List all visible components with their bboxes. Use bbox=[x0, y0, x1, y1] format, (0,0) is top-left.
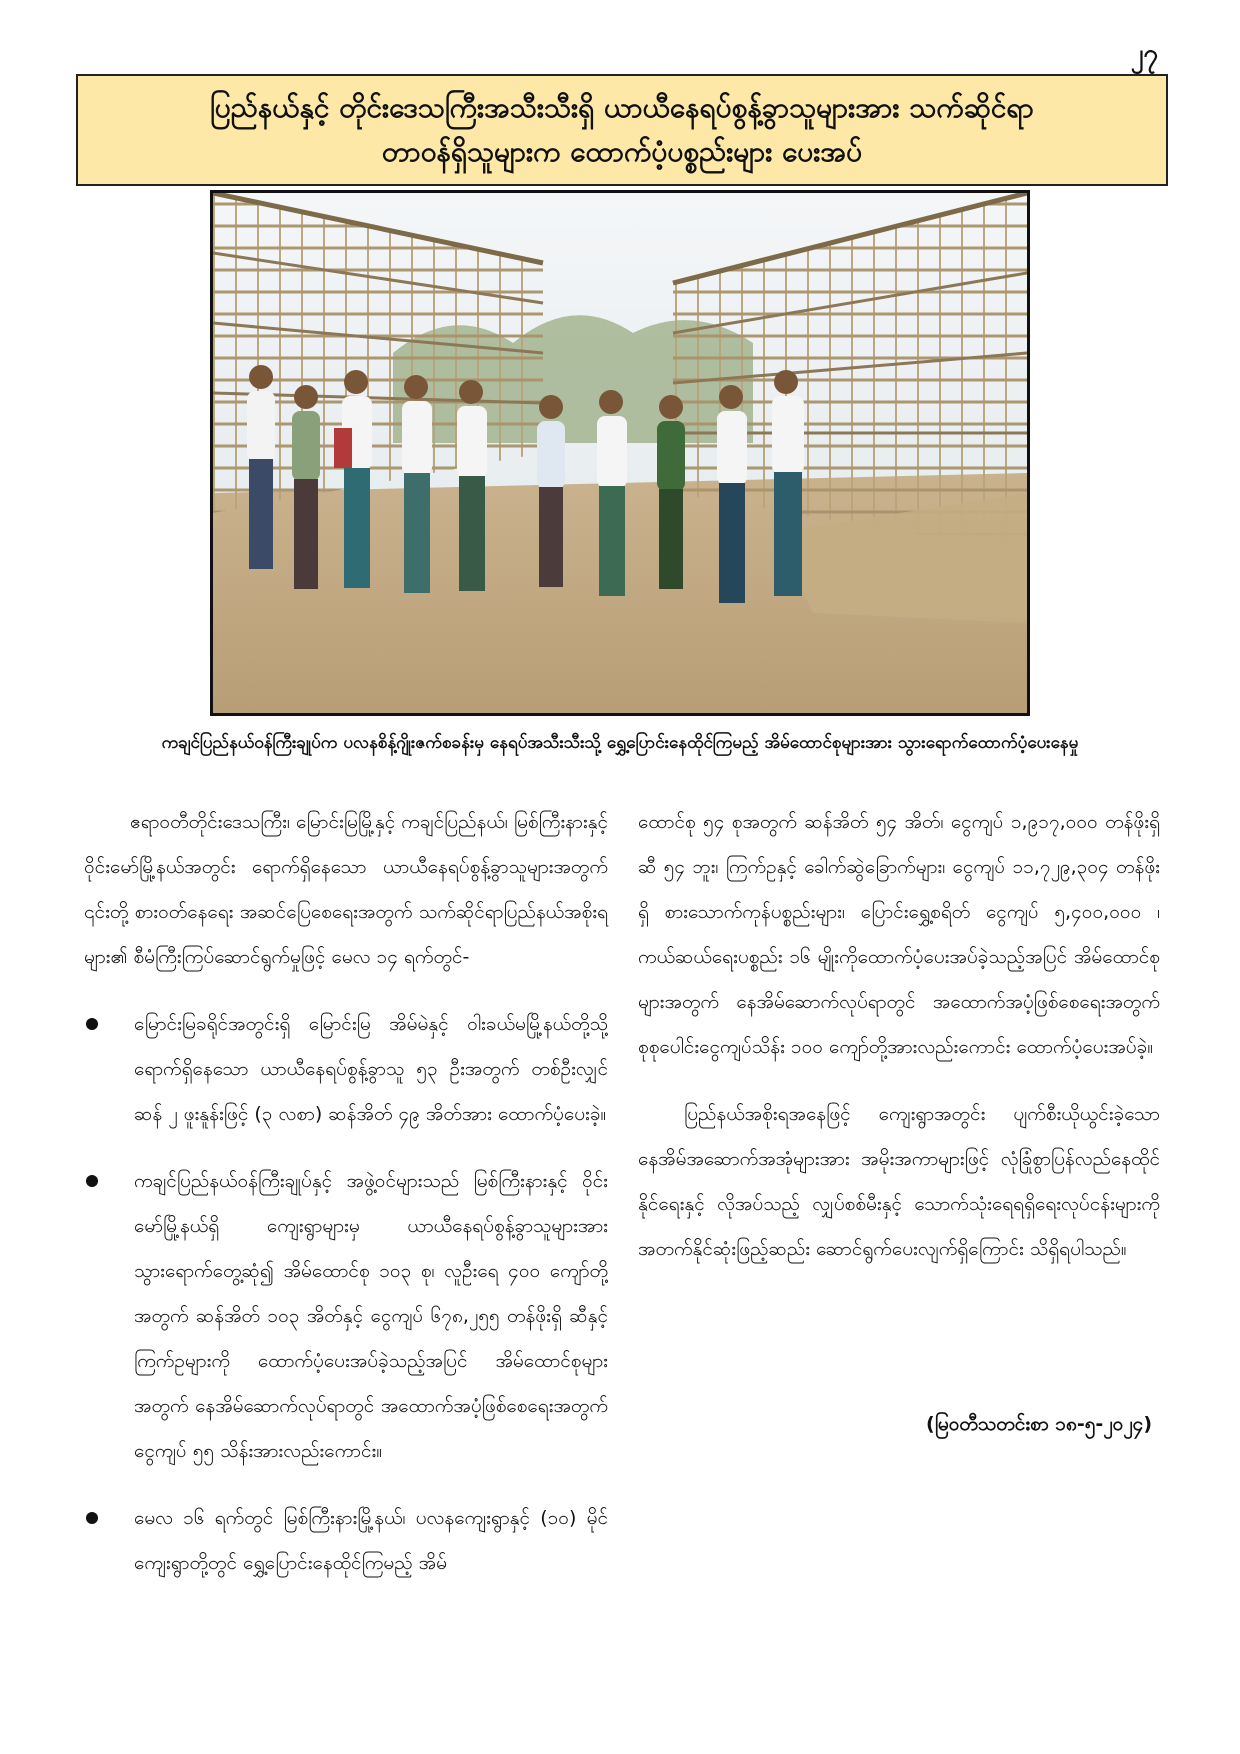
bullet-icon bbox=[86, 1175, 98, 1187]
continuation-paragraph: ထောင်စု ၅၄ စုအတွက် ဆန်အိတ် ၅၄ အိတ်၊ ငွေကျပ် ၁,၉၁၇,၀၀၀ တန်ဖိုးရှိ ဆီ ၅၄ ဘူး၊ ကြက်ဥနှင့် ခေါက်ဆွဲခြောက်များ၊ ငွေကျပ် ၁၁,၇၂၉,၃၀၄ တန်ဖိုးရှိ စားသောက်ကုန်ပစ္စည်းများ၊ ပြောင်းရွှေ့စရိတ် ငွေကျပ် ၅,၄၀၀,၀၀၀ ၊ ကယ်ဆယ်ရေးပစ္စည်း ၁၆ မျိုးကိုထောက်ပံ့ပေးအပ်ခဲ့သည့်အပြင် အိမ်ထောင်စုများအတွက် နေအိမ်ဆောက်လုပ်ရာတွင် အထောက်အပံ့ဖြစ်စေရေးအတွက် စုစုပေါင်းငွေကျပ်သိန်း ၁၀၀ ကျော်တို့အားလည်းကောင်း ထောက်ပံ့ပေးအပ်ခဲ့။ bbox=[638, 811, 1160, 1058]
article-column-right bbox=[638, 800, 1160, 1294]
bullet-text: မေလ ၁၆ ရက်တွင် မြစ်ကြီးနားမြို့နယ်၊ ပလနကျေးရွာနှင့် (၁၀) မိုင်ကျေးရွာတို့တွင် ရွှေ့ပြောင်းနေထိုင်ကြမည့် အိမ် bbox=[134, 1507, 608, 1574]
news-source: (မြဝတီသတင်းစာ ၁၈-၅-၂၀၂၄) bbox=[926, 1413, 1152, 1435]
bullet-item-1 bbox=[84, 1002, 608, 1137]
bullet-text: ကချင်ပြည်နယ်ဝန်ကြီးချုပ်နှင့် အဖွဲ့ဝင်များသည် မြစ်ကြီးနားနှင့် ဝိုင်းမော်မြို့နယ်ရှိ ကျေးရွာများမှ ယာယီနေရပ်စွန့်ခွာသူများအား သွားရောက်တွေ့ဆုံ၍ အိမ်ထောင်စု ၁၀၃ စု၊ လူဦးရေ ၄၀၀ ကျော်တို့အတွက် ဆန်အိတ် ၁၀၃ အိတ်နှင့် ငွေကျပ် ၆၇၈,၂၅၅ တန်ဖိုးရှိ ဆီနှင့် ကြက်ဥများကို ထောက်ပံ့ပေးအပ်ခဲ့သည့်အပြင် အိမ်ထောင်စုများအတွက် နေအိမ်ဆောက်လုပ်ရာတွင် အထောက်အပံ့ဖြစ်စေရေးအတွက် ငွေကျပ် ၅၅ သိန်းအားလည်းကောင်း။ bbox=[134, 1170, 608, 1462]
title-line-2: တာဝန်ရှိသူများက ထောက်ပံ့ပစ္စည်းများ ပေးအပ် bbox=[381, 135, 863, 168]
photo-caption: ကချင်ပြည်နယ်ဝန်ကြီးချုပ်က ပလနစိန့်ဂျိုးဇက်စခန်းမှ နေရပ်အသီးသီးသို့ ရွှေ့ပြောင်းနေထိုင်ကြမည့် အိမ်ထောင်စုများအား သွားရောက်ထောက်ပံ့ပေးနေမှု bbox=[161, 733, 1079, 753]
article-title-banner bbox=[76, 74, 1168, 186]
closing-paragraph: ပြည်နယ်အစိုးရအနေဖြင့် ကျေးရွာအတွင်း ပျက်စီးယိုယွင်းခဲ့သော နေအိမ်အဆောက်အအုံများအား အမိုးအကာများဖြင့် လုံခြုံစွာပြန်လည်နေထိုင်နိုင်ရေးနှင့် လိုအပ်သည့် လျှပ်စစ်မီးနှင့် သောက်သုံးရေရရှိရေးလုပ်ငန်းများကို အတက်နိုင်ဆုံးဖြည့်ဆည်း ဆောင်ရွက်ပေးလျက်ရှိကြောင်း သိရှိရပါသည်။ bbox=[638, 1103, 1160, 1260]
bullet-icon bbox=[86, 1018, 98, 1030]
bullet-text: မြောင်းမြခရိုင်အတွင်းရှိ မြောင်းမြ အိမ်မဲနှင့် ဝါးခယ်မမြို့နယ်တို့သို့ ရောက်ရှိနေသော ယာယီနေရပ်စွန့်ခွာသူ ၅၃ ဦးအတွက် တစ်ဦးလျှင် ဆန် ၂ ဖူးနူန်းဖြင့် (၃ လစာ) ဆန်အိတ် ၄၉ အိတ်အား ထောက်ပံ့ပေးခဲ့။ bbox=[134, 1013, 608, 1125]
page-number: ၂၇ bbox=[1130, 39, 1158, 69]
title-line-1: ပြည်နယ်နှင့် တိုင်းဒေသကြီးအသီးသီးရှိ ယာယီနေရပ်စွန့်ခွာသူများအား သက်ဆိုင်ရာ bbox=[210, 91, 1034, 124]
bullet-item-2 bbox=[84, 1159, 608, 1474]
bullet-item-3 bbox=[84, 1496, 608, 1586]
bullet-icon bbox=[86, 1512, 98, 1524]
news-photo bbox=[210, 190, 1030, 716]
photo-illustration bbox=[213, 193, 1027, 713]
intro-paragraph: ဧရာဝတီတိုင်းဒေသကြီး၊ မြောင်းမြမြို့နှင့် ကချင်ပြည်နယ်၊ မြစ်ကြီးနားနှင့် ဝိုင်းမော်မြို့နယ်အတွင်း ရောက်ရှိနေသော ယာယီနေရပ်စွန့်ခွာသူများအတွက် ၎င်းတို့ စားဝတ်နေရေး အဆင်ပြေစေရေးအတွက် သက်ဆိုင်ရာပြည်နယ်အစိုးရများ၏ စီမံကြီးကြပ်ဆောင်ရွက်မှုဖြင့် မေလ ၁၄ ရက်တွင်- bbox=[84, 811, 608, 968]
article-column-left bbox=[84, 800, 608, 1608]
